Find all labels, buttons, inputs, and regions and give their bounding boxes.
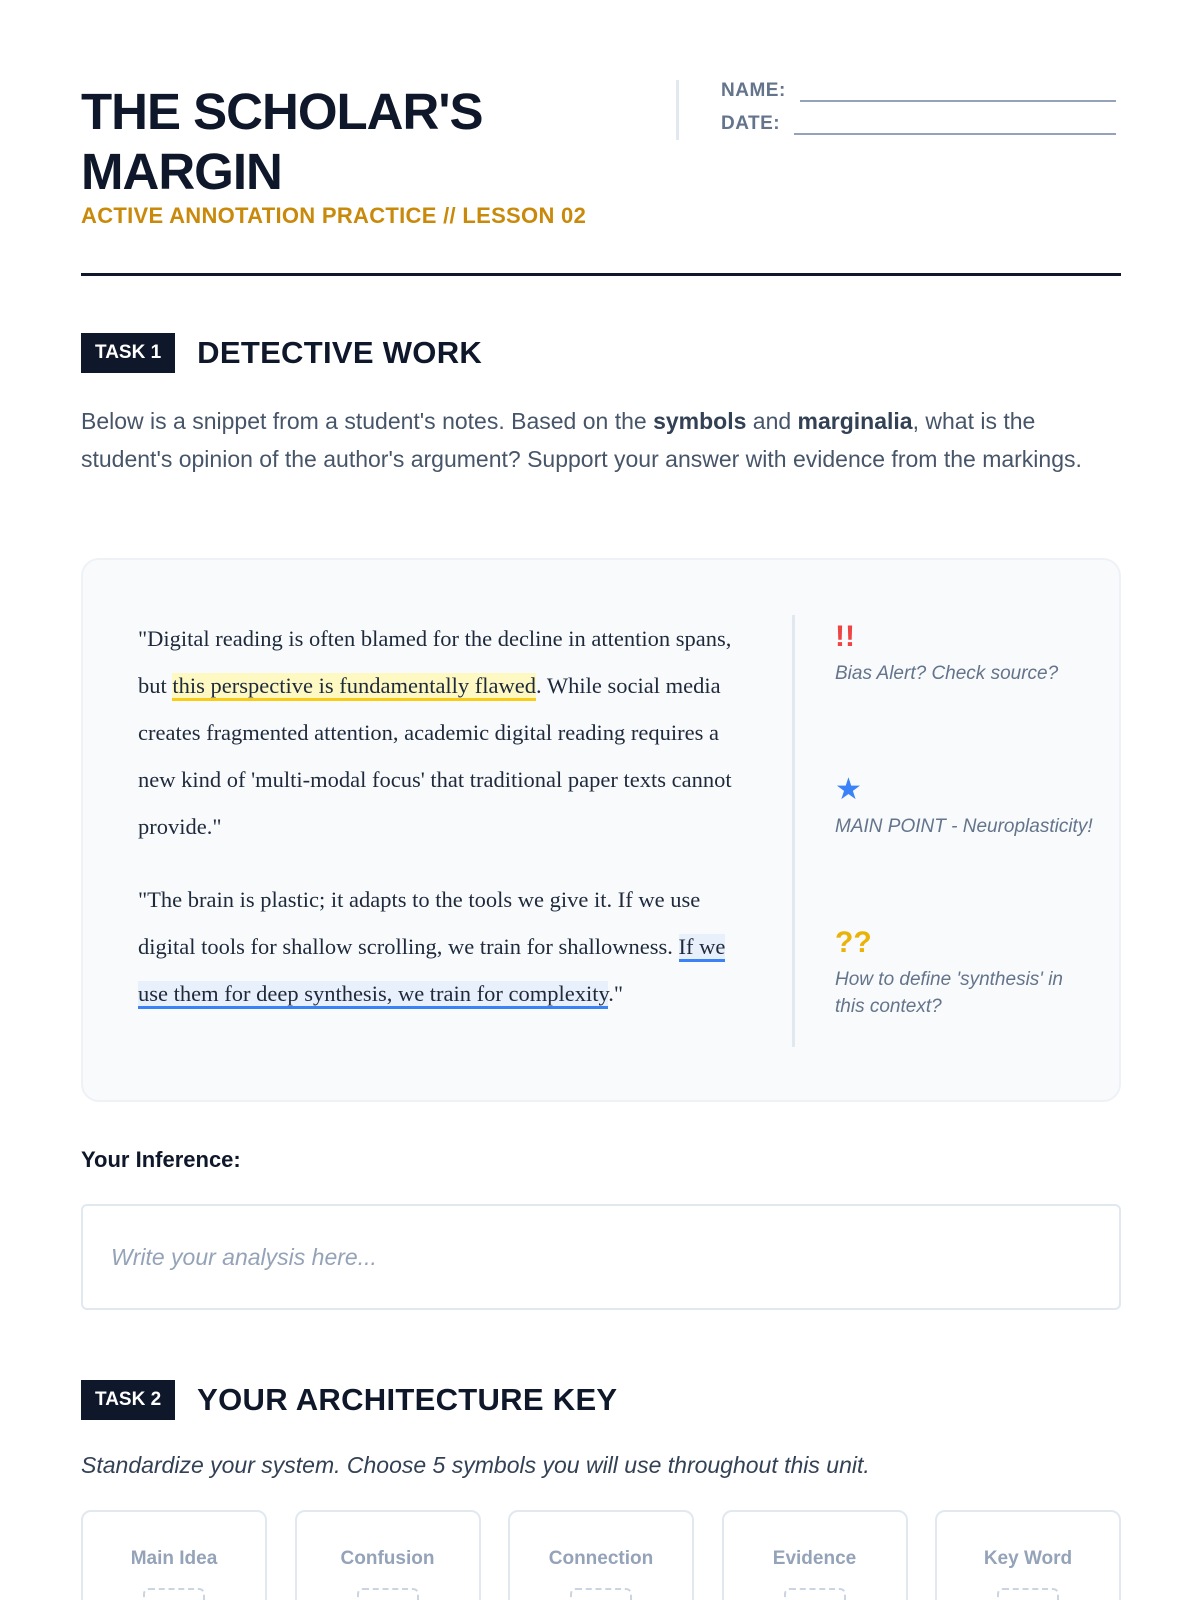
task2-heading — [81, 1380, 617, 1420]
key-card-main-idea[interactable] — [81, 1510, 267, 1600]
title-line-2: MARGIN — [81, 143, 282, 200]
task2-badge: TASK 2 — [81, 1380, 175, 1420]
lesson-subtitle: ACTIVE ANNOTATION PRACTICE // LESSON 02 — [81, 203, 587, 228]
passage-text-run: "The brain is plastic; it adapts to the tools we give it. If we use digital tools for shallow scrolling, we train for shallowness. — [138, 887, 701, 959]
margin-note-bias — [835, 620, 1095, 687]
highlighted-phrase: this perspective is fundamentally flawed — [172, 673, 536, 701]
key-card-key-word[interactable] — [935, 1510, 1121, 1600]
task2-instructions: Standardize your system. Choose 5 symbols you will use throughout this unit. — [81, 1452, 870, 1478]
margin-divider — [792, 615, 795, 1047]
header-divider — [81, 273, 1121, 276]
margin-note-text: MAIN POINT - Neuroplasticity! — [835, 816, 1093, 837]
symbol-slot[interactable] — [997, 1588, 1059, 1600]
date-label: DATE: — [721, 113, 781, 134]
key-card-label: Confusion — [340, 1548, 435, 1569]
inference-label: Your Inference: — [81, 1147, 241, 1172]
annotated-snippet — [81, 558, 1121, 1102]
key-card-label: Main Idea — [130, 1548, 218, 1569]
margin-note-text: How to define 'synthesis' in this context? — [835, 969, 1063, 1017]
worksheet-page — [81, 0, 1121, 1569]
page-title — [81, 82, 641, 202]
key-card-confusion[interactable] — [295, 1510, 481, 1600]
instructions-bold-symbols: symbols — [653, 408, 747, 434]
task2-title: YOUR ARCHITECTURE KEY — [197, 1382, 618, 1417]
passage-paragraph-2 — [138, 876, 738, 1017]
symbol-slot[interactable] — [784, 1588, 846, 1600]
instructions-text: and — [746, 408, 798, 434]
passage-paragraph-1 — [138, 615, 738, 850]
symbol-slot[interactable] — [143, 1588, 205, 1600]
passage-text-run: . While social media creates fragmented attention, academic digital reading requires a new kind of 'multi-modal focus' that traditional paper texts cannot provide." — [138, 673, 732, 839]
task1-title: DETECTIVE WORK — [197, 335, 483, 370]
name-date-block — [676, 80, 1121, 140]
worksheet-header — [81, 0, 1121, 276]
instructions-bold-marginalia: marginalia — [797, 408, 913, 434]
instructions-text: , what is the student's opinion of the author's argument? Support your answer with evidence from the markings. — [81, 408, 1082, 472]
date-line[interactable] — [794, 115, 1116, 135]
underlined-phrase: If we use them for deep synthesis, we train for complexity — [138, 934, 725, 1009]
symbol-slot[interactable] — [357, 1588, 419, 1600]
task1-instructions — [81, 402, 1121, 478]
margin-note-question — [835, 926, 1095, 1020]
task1-heading — [81, 333, 482, 373]
margin-note-text: Bias Alert? Check source? — [835, 663, 1059, 684]
name-label: NAME: — [721, 80, 786, 101]
star-icon: ★ — [835, 773, 862, 806]
passage-text — [138, 615, 738, 1017]
key-card-label: Connection — [548, 1548, 654, 1569]
key-card-evidence[interactable] — [722, 1510, 908, 1600]
instructions-text: Below is a snippet from a student's notes. Based on the — [81, 408, 654, 434]
name-field-row — [721, 80, 1116, 102]
symbol-key-row — [81, 1510, 1121, 1600]
key-card-label: Key Word — [983, 1548, 1073, 1569]
inference-input[interactable] — [81, 1204, 1121, 1310]
margin-note-main-point — [835, 773, 1095, 840]
name-line[interactable] — [800, 82, 1116, 102]
key-card-connection[interactable] — [508, 1510, 694, 1600]
date-field-row — [721, 113, 1116, 135]
double-question-icon: ?? — [835, 926, 872, 959]
title-line-1: THE SCHOLAR'S — [81, 83, 483, 140]
symbol-slot[interactable] — [570, 1588, 632, 1600]
double-exclamation-icon: !! — [835, 620, 855, 653]
passage-text-run: "Digital reading is often blamed for the decline in attention spans, but — [138, 626, 732, 698]
key-card-label: Evidence — [772, 1548, 857, 1569]
task1-badge: TASK 1 — [81, 333, 175, 373]
passage-text-run: ." — [608, 981, 624, 1006]
